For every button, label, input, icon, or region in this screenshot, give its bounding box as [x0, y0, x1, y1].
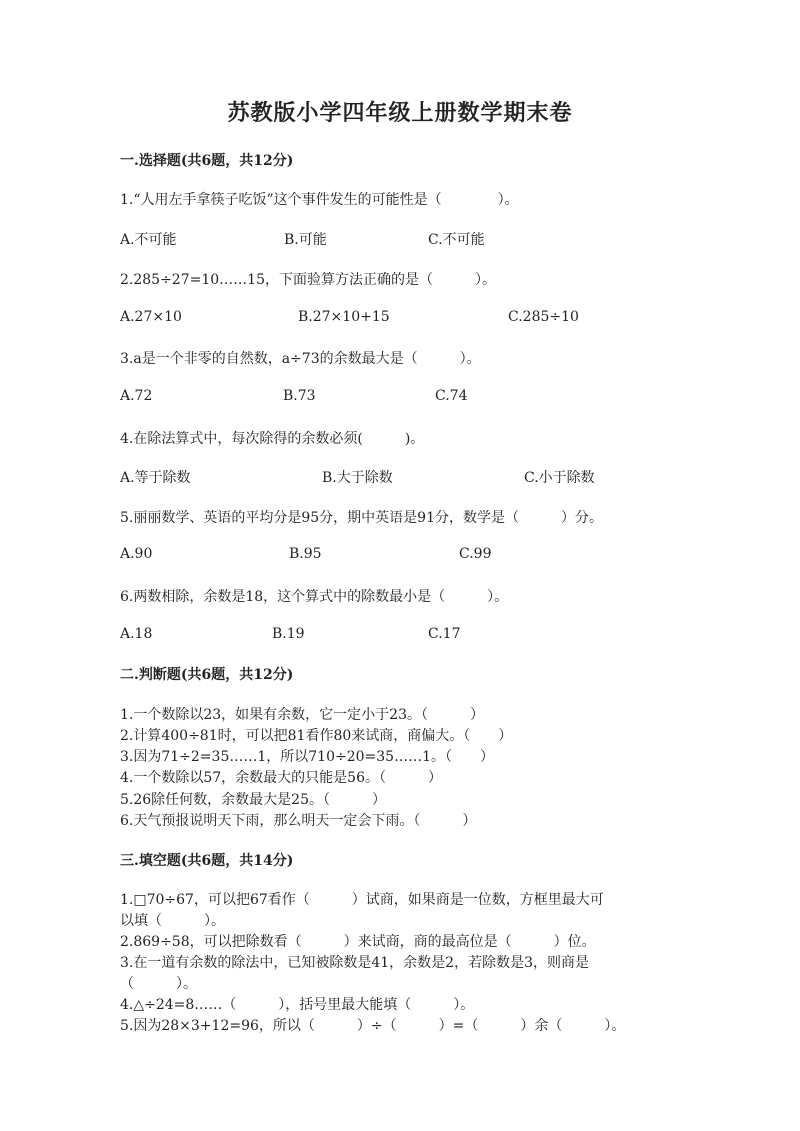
option-b: B.19 [272, 626, 305, 642]
fill-item: 2.869÷58，可以把除数看（ ）来试商，商的最高位是（ ）位。 [120, 934, 596, 950]
question-text: 2.285÷27=10……15，下面验算方法正确的是（ ）。 [120, 272, 496, 288]
option-b: B.95 [289, 546, 322, 562]
fill-item: 4.△÷24=8……（ ），括号里最大能填（ ）。 [120, 997, 475, 1013]
fill-item: （ ）。 [120, 976, 197, 992]
option-a: A.等于除数 [120, 470, 191, 486]
fill-item: 以填（ ）。 [120, 913, 225, 929]
section-heading-choice: 一.选择题(共6题，共12分) [120, 153, 294, 169]
question-text: 4.在除法算式中，每次除得的余数必须( )。 [120, 431, 425, 447]
option-a: A.72 [120, 388, 153, 404]
fill-item: 3.在一道有余数的除法中，已知被除数是41，余数是2，若除数是3，则商是 [120, 955, 589, 971]
question-text: 6.两数相除，余数是18，这个算式中的除数最小是（ ）。 [120, 589, 509, 605]
option-b: B.可能 [284, 232, 327, 248]
judgement-item: 2.计算400÷81时，可以把81看作80来试商，商偏大。（ ） [120, 728, 513, 744]
option-c: C.285÷10 [508, 309, 579, 325]
section-heading-judgement: 二.判断题(共6题，共12分) [120, 667, 294, 683]
option-b: B.27×10+15 [298, 309, 390, 325]
section-heading-fill: 三.填空题(共6题，共14分) [120, 853, 294, 869]
judgement-item: 4.一个数除以57，余数最大的只能是56。（ ） [120, 770, 442, 786]
option-c: C.99 [459, 546, 492, 562]
option-c: C.不可能 [428, 232, 485, 248]
option-a: A.18 [120, 626, 153, 642]
option-a: A.90 [120, 546, 153, 562]
question-text: 5.丽丽数学、英语的平均分是95分，期中英语是91分，数学是（ ）分。 [120, 510, 603, 526]
option-a: A.27×10 [120, 309, 182, 325]
fill-item: 1.□70÷67，可以把67看作（ ）试商，如果商是一位数，方框里最大可 [120, 892, 604, 908]
option-a: A.不可能 [120, 232, 177, 248]
question-text: 1.“人用左手拿筷子吃饭”这个事件发生的可能性是（ ）。 [120, 192, 519, 208]
judgement-item: 3.因为71÷2=35……1，所以710÷20=35……1。（ ） [120, 749, 494, 765]
judgement-item: 5.26除任何数，余数最大是25。（ ） [120, 792, 386, 808]
judgement-item: 1.一个数除以23，如果有余数，它一定小于23。（ ） [120, 707, 484, 723]
option-b: B.73 [283, 388, 316, 404]
page-title: 苏教版小学四年级上册数学期末卷 [227, 100, 573, 126]
option-c: C.17 [428, 626, 461, 642]
option-c: C.小于除数 [524, 470, 595, 486]
judgement-item: 6.天气预报说明天下雨，那么明天一定会下雨。（ ） [120, 813, 477, 829]
option-c: C.74 [435, 388, 468, 404]
question-text: 3.a是一个非零的自然数，a÷73的余数最大是（ ）。 [120, 351, 481, 367]
fill-item: 5.因为28×3+12=96，所以（ ）÷（ ）=（ ）余（ ）。 [120, 1018, 626, 1034]
option-b: B.大于除数 [322, 470, 393, 486]
